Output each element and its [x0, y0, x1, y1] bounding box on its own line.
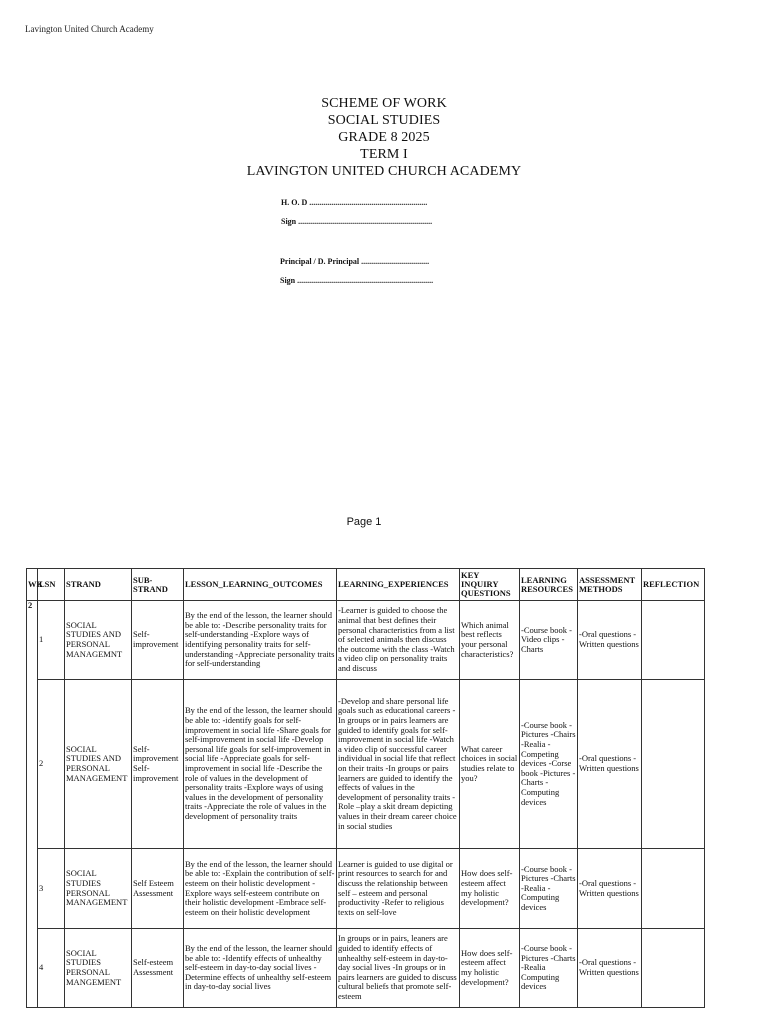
- document-header: Lavington United Church Academy: [25, 24, 154, 34]
- inquiry-cell: Which animal best reflects your personal characteristics?: [460, 601, 520, 680]
- title-line: TERM I: [360, 147, 408, 162]
- reflection-cell: [642, 849, 705, 929]
- header-experiences: LEARNING_EXPERIENCES: [337, 569, 460, 601]
- inquiry-cell: What career choices in social studies relate to you?: [460, 680, 520, 849]
- assessment-cell: -Oral questions -Written questions: [578, 929, 642, 1008]
- inquiry-cell: How does self-esteem affect my holistic development?: [460, 849, 520, 929]
- sub-strand-cell: Self-esteem Assessment: [132, 929, 184, 1008]
- hod-signature-line: H. O. D ...........................................................: [281, 198, 428, 207]
- resources-cell: -Course book -Pictures -Charts -Realia Computing devices: [520, 929, 578, 1008]
- page-number: Page 1: [346, 516, 382, 528]
- table-row: [27, 680, 705, 849]
- header-lsn: LSN: [38, 569, 65, 601]
- principal-sign-line: Sign ....................................................................: [280, 276, 434, 285]
- title-line: SCHEME OF WORK: [321, 96, 447, 111]
- reflection-cell: [642, 680, 705, 849]
- week-cell: [27, 601, 38, 1008]
- scheme-of-work-table: [26, 568, 705, 1008]
- assessment-cell: -Oral questions -Written questions: [578, 680, 642, 849]
- sub-strand-cell: Self Esteem Assessment: [132, 849, 184, 929]
- title-block: [0, 95, 768, 180]
- outcomes-cell: By the end of the lesson, the learner should be able to: -Identify effects of unhealthy self-esteem in day-to-day social lives -Determine effects of unhealthy self-esteem in day-to-day social lives: [184, 929, 337, 1008]
- resources-cell: -Course book -Pictures -Charts -Realia -Computing devices: [520, 849, 578, 929]
- strand-cell: SOCIAL STUDIES AND PERSONAL MANAGEMENT: [65, 680, 132, 849]
- outcomes-cell: By the end of the lesson, the learner should be able to: -Describe personality traits for self-understanding -Explore ways of identifying personality traits for self-understanding -Appreciate personality traits for self-understanding: [184, 601, 337, 680]
- experiences-cell: In groups or in pairs, leaners are guided to identify effects of unhealthy self-esteem in day-to-day social lives -In groups or in pairs learners are guided to discuss cultural beliefs that promote self-esteem: [337, 929, 460, 1008]
- reflection-cell: [642, 929, 705, 1008]
- header-sub-strand: SUB-STRAND: [132, 569, 184, 601]
- strand-cell: SOCIAL STUDIES AND PERSONAL MANAGEMNT: [65, 601, 132, 680]
- table-row: [27, 601, 705, 680]
- hod-sign-line: Sign ...................................................................: [281, 217, 433, 226]
- header-outcomes: LESSON_LEARNING_OUTCOMES: [184, 569, 337, 601]
- resources-cell: -Course book -Video clips -Charts: [520, 601, 578, 680]
- lsn-cell: 2: [38, 680, 65, 849]
- lsn-cell: 1: [38, 601, 65, 680]
- header-strand: STRAND: [65, 569, 132, 601]
- experiences-cell: -Learner is guided to choose the animal that best defines their personal characteristics from a list of selected animals then discuss the outcome with the class -Watch a video clip on personality traits and discuss: [337, 601, 460, 680]
- experiences-cell: Learner is guided to use digital or print resources to search for and discuss the relationship between self – esteem and personal productivity -Refer to religious texts on self-love: [337, 849, 460, 929]
- assessment-cell: -Oral questions -Written questions: [578, 849, 642, 929]
- header-resources: LEARNING RESOURCES: [520, 569, 578, 601]
- experiences-cell: -Develop and share personal life goals such as educational careers -In groups or in pairs learners are guided to identify goals for self-improvement in social life -Watch a video clip of successful career individual in social life that reflect on their traits -In groups or pairs learners are guided to identify the effects of values in the development of personality traits -Role –play a skit dream depicting values in their dream career choice in social studies: [337, 680, 460, 849]
- sub-strand-cell: Self-improvement Self-improvement: [132, 680, 184, 849]
- header-reflection: REFLECTION: [642, 569, 705, 601]
- outcomes-cell: By the end of the lesson, the learner should be able to: -identify goals for self-improvement in social life -Share goals for self-improvement in social life -Develop personal life goals for self-improvement in social life -Appreciate goals for self-improvement in social life -Describe the role of values in the development of personality traits -Explore ways of using values in the development of personality traits -Appreciate the role of values in the development of personality traits: [184, 680, 337, 849]
- header-wk: WK: [27, 569, 38, 601]
- table-header-row: [27, 569, 705, 601]
- strand-cell: SOCIAL STUDIES PERSONAL MANAGEMENT: [65, 849, 132, 929]
- assessment-cell: -Oral questions -Written questions: [578, 601, 642, 680]
- lsn-cell: 4: [38, 929, 65, 1008]
- strand-cell: SOCIAL STUDIES PERSONAL MANGEMENT: [65, 929, 132, 1008]
- resources-cell: -Course book -Pictures -Chairs -Realia -Competing devices -Corse book -Pictures -Charts -Computing devices: [520, 680, 578, 849]
- reflection-cell: [642, 601, 705, 680]
- header-assessment: ASSESSMENT METHODS: [578, 569, 642, 601]
- lsn-cell: 3: [38, 849, 65, 929]
- sub-strand-cell: Self-improvement: [132, 601, 184, 680]
- week-number: 2: [28, 600, 33, 610]
- title-line: LAVINGTON UNITED CHURCH ACADEMY: [246, 164, 522, 179]
- title-line: GRADE 8 2025: [338, 130, 430, 145]
- inquiry-cell: How does self-esteem affect my holistic development?: [460, 929, 520, 1008]
- principal-signature-line: Principal / D. Principal ..................................: [280, 257, 430, 266]
- table-row: [27, 929, 705, 1008]
- outcomes-cell: By the end of the lesson, the learner should be able to: -Explain the contribution of self-esteem on their holistic development -Explore ways self-esteem contribute on their holistic development -Embrace self-esteem on their holistic development: [184, 849, 337, 929]
- header-inquiry: KEY INQUIRY QUESTIONS: [460, 569, 520, 601]
- title-line: SOCIAL STUDIES: [327, 113, 441, 128]
- table-row: [27, 849, 705, 929]
